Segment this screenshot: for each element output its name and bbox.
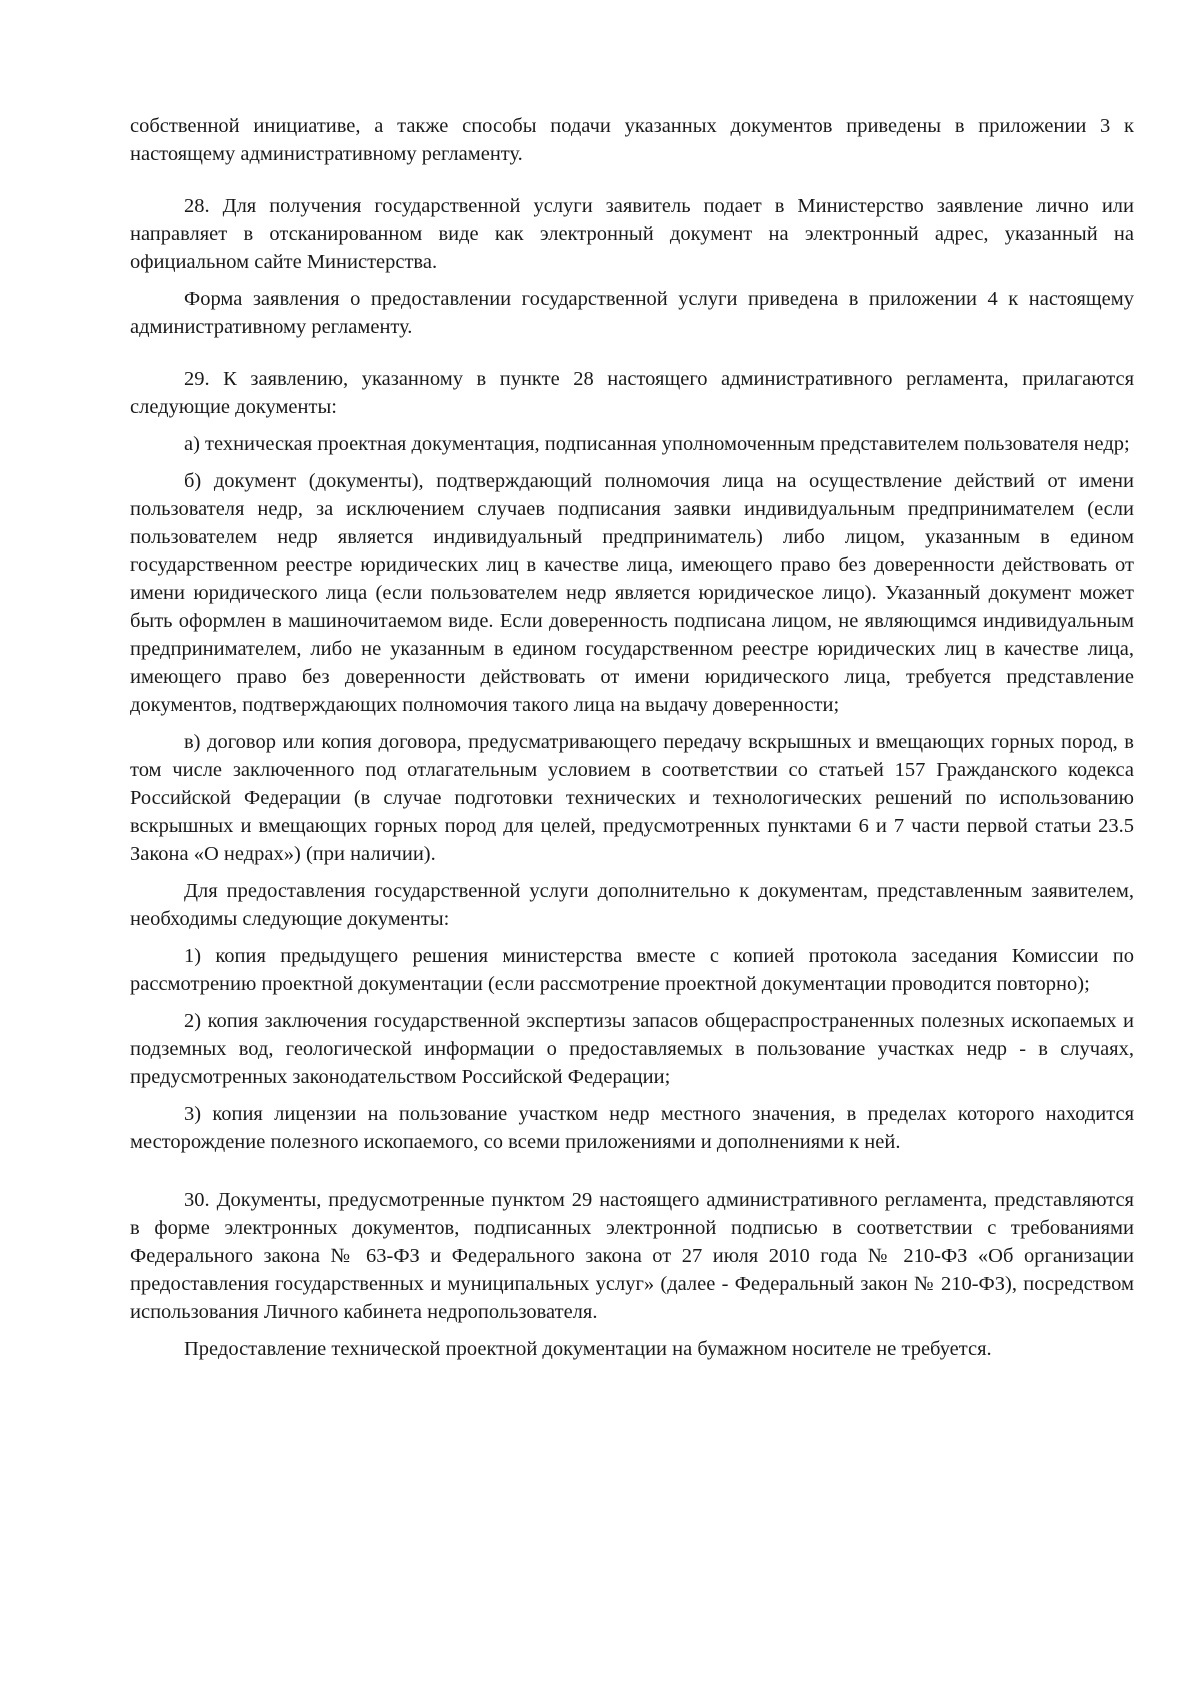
paragraph-additional-documents: Для предоставления государственной услуги дополнительно к документам, представленным заявителем, необходимы следующие документы: <box>130 880 1134 930</box>
paragraph-subitem-3: 3) копия лицензии на пользование участком недр местного значения, в пределах которого находится месторождение полезного ископаемого, со всеми приложениями и дополнениями к ней. <box>130 1103 1134 1153</box>
document-page <box>130 112 1134 1363</box>
paragraph-subitem-a: а) техническая проектная документация, подписанная уполномоченным представителем пользователя недр; <box>184 433 1130 455</box>
paragraph-application-form: Форма заявления о предоставлении государственной услуги приведена в приложении 4 к настоящему административному регламенту. <box>130 288 1134 338</box>
paragraph-subitem-v: в) договор или копия договора, предусматривающего передачу вскрышных и вмещающих горных пород, в том числе заключенного под отлагательным условием в соответствии со статьей 157 Гражданского кодекса Российской Федерации (в случае подготовки технических и технологических решений по использованию вскрышных и вмещающих горных пород для целей, предусмотренных пунктами 6 и 7 части первой статьи 23.5 Закона «О недрах») (при наличии). <box>130 731 1134 865</box>
paragraph-item-28: 28. Для получения государственной услуги заявитель подает в Министерство заявление лично или направляет в отсканированном виде как электронный документ на электронный адрес, указанный на официальном сайте Министерства. <box>130 195 1134 273</box>
paragraph-continuation: собственной инициативе, а также способы подачи указанных документов приведены в приложении 3 к настоящему административному регламенту. <box>130 115 1134 165</box>
paragraph-item-30: 30. Документы, предусмотренные пунктом 29 настоящего административного регламента, представляются в форме электронных документов, подписанных электронной подписью в соответствии с требованиями Федерального закона № 63-ФЗ и Федерального закона от 27 июля 2010 года № 210-ФЗ «Об организации предоставления государственных и муниципальных услуг» (далее - Федеральный закон № 210-ФЗ), посредством использования Личного кабинета недропользователя. <box>130 1189 1134 1323</box>
paragraph-subitem-2: 2) копия заключения государственной экспертизы запасов общераспространенных полезных ископаемых и подземных вод, геологической информации о предоставляемых в пользование участках недр - в случаях, предусмотренных законодательством Российской Федерации; <box>130 1010 1134 1088</box>
paragraph-paper-not-required: Предоставление технической проектной документации на бумажном носителе не требуется. <box>184 1338 992 1360</box>
paragraph-subitem-1: 1) копия предыдущего решения министерства вместе с копией протокола заседания Комиссии по рассмотрению проектной документации (если рассмотрение проектной документации проводится повторно); <box>130 945 1134 995</box>
paragraph-subitem-b: б) документ (документы), подтверждающий полномочия лица на осуществление действий от имени пользователя недр, за исключением случаев подписания заявки индивидуальным предпринимателем (если пользователем недр является индивидуальный предприниматель) либо лицом, указанным в едином государственном реестре юридических лиц в качестве лица, имеющего право без доверенности действовать от имени юридического лица (если пользователем недр является юридическое лицо). Указанный документ может быть оформлен в машиночитаемом виде. Если доверенность подписана лицом, не являющимся индивидуальным предпринимателем, либо не указанным в едином государственном реестре юридических лиц в качестве лица, имеющего право без доверенности действовать от имени юридического лица, требуется представление документов, подтверждающих полномочия такого лица на выдачу доверенности; <box>130 470 1134 716</box>
paragraph-item-29: 29. К заявлению, указанному в пункте 28 настоящего административного регламента, прилагаются следующие документы: <box>130 368 1134 418</box>
